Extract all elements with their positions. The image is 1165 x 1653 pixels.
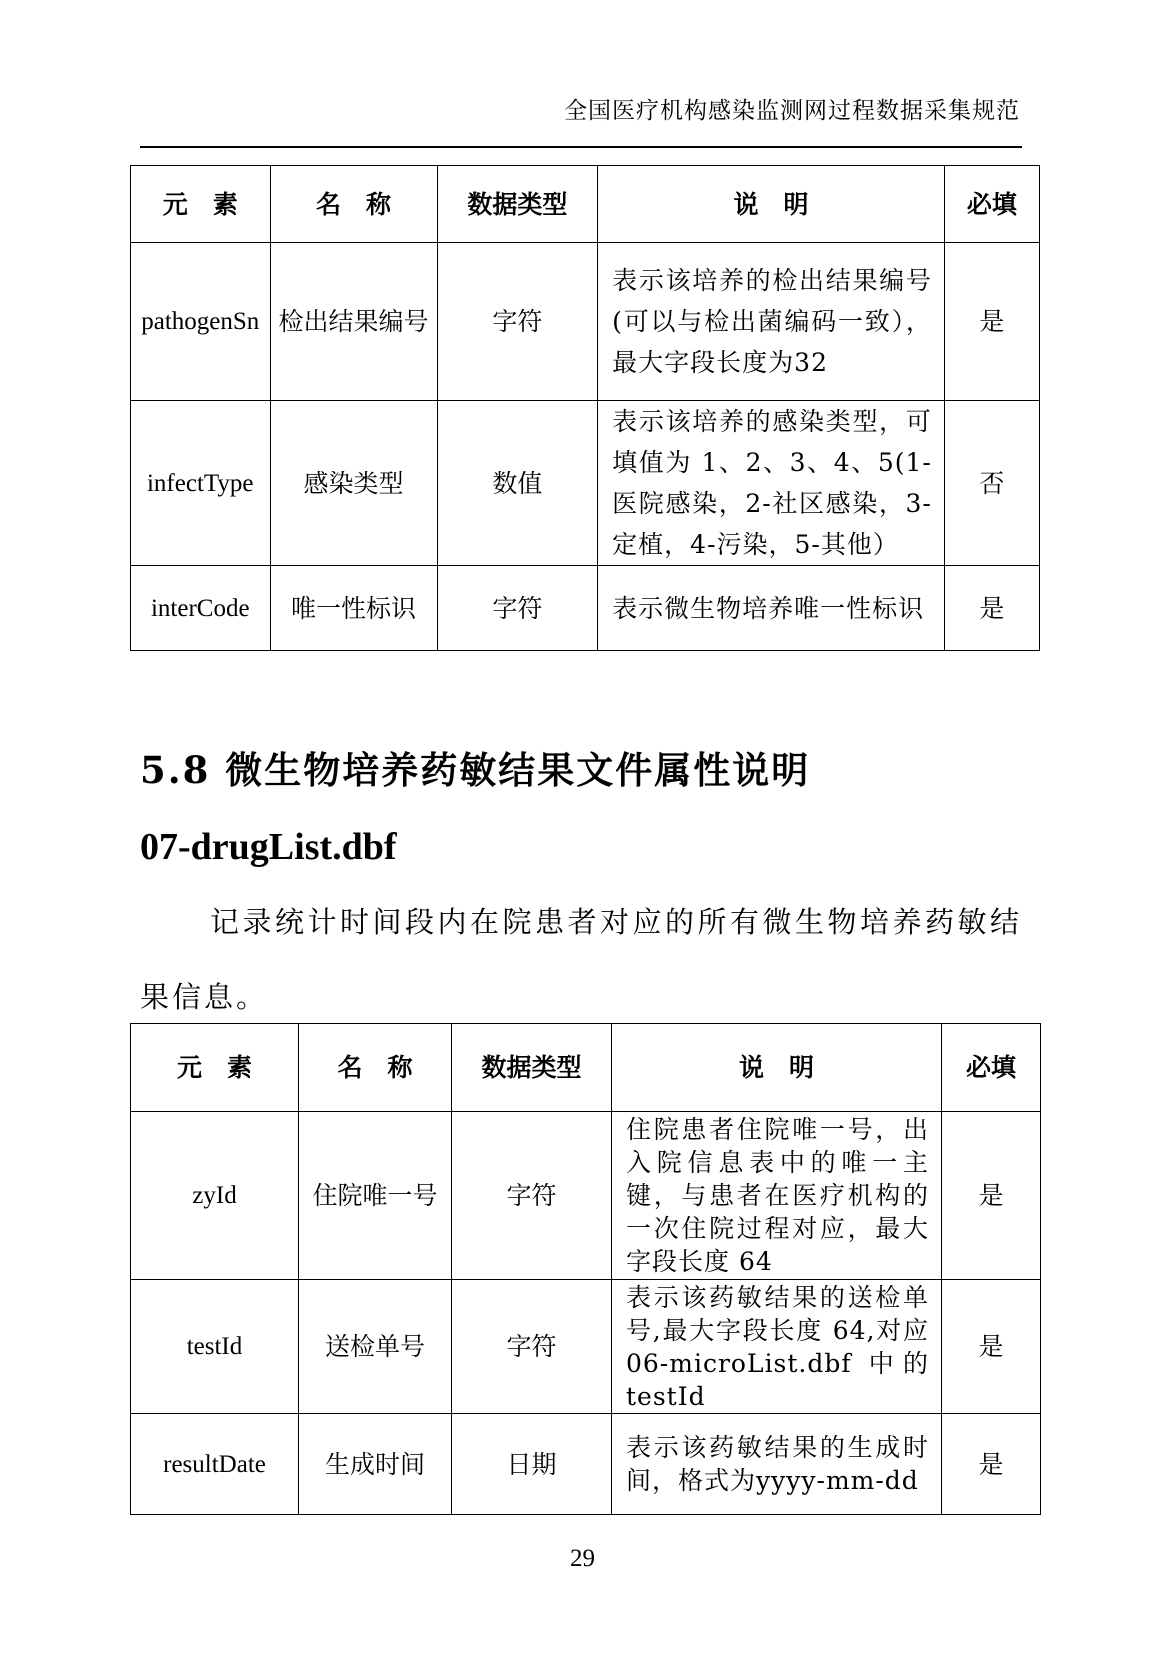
page-number: 29: [570, 1545, 595, 1572]
cell-name: 生成时间: [299, 1414, 452, 1515]
cell-description: 表示微生物培养唯一性标识: [598, 566, 945, 651]
column-header-type: 数据类型: [437, 166, 598, 243]
cell-type: 字符: [452, 1280, 612, 1414]
cell-description: 表示该药敏结果的生成时间，格式为yyyy-mm-dd: [612, 1414, 942, 1515]
cell-name: 唯一性标识: [270, 566, 437, 651]
column-header-required: 必填: [942, 1024, 1041, 1112]
table-row: [131, 1280, 1041, 1414]
column-header-name: 名 称: [299, 1024, 452, 1112]
cell-description: 表示该培养的感染类型，可填值为 1、2、3、4、5(1-医院感染，2-社区感染，3-定植，4-污染，5-其他）: [598, 401, 945, 566]
cell-description: 表示该药敏结果的送检单号,最大字段长度 64,对应 06-microList.dbf 中的 testId: [612, 1280, 942, 1414]
column-header-element: 元 素: [131, 1024, 299, 1112]
column-header-type: 数据类型: [452, 1024, 612, 1112]
cell-element: testId: [131, 1280, 299, 1414]
cell-required: 是: [942, 1112, 1041, 1280]
cell-type: 日期: [452, 1414, 612, 1515]
cell-element: resultDate: [131, 1414, 299, 1515]
field-table-1: [130, 165, 1040, 651]
column-header-description: 说 明: [598, 166, 945, 243]
table-row: [131, 401, 1040, 566]
cell-name: 检出结果编号: [270, 243, 437, 401]
cell-required: 是: [944, 243, 1039, 401]
cell-required: 是: [942, 1414, 1041, 1515]
cell-name: 住院唯一号: [299, 1112, 452, 1280]
header-rule: [140, 146, 1022, 148]
cell-element: infectType: [131, 401, 271, 566]
cell-description: 表示该培养的检出结果编号(可以与检出菌编码一致），最大字段长度为32: [598, 243, 945, 401]
section-paragraph: 记录统计时间段内在院患者对应的所有微生物培养药敏结果信息。: [140, 905, 1022, 1014]
column-header-required: 必填: [944, 166, 1039, 243]
cell-description: 住院患者住院唯一号，出入院信息表中的唯一主键，与患者在医疗机构的一次住院过程对应，最大字段长度 64: [612, 1112, 942, 1280]
cell-type: 字符: [437, 243, 598, 401]
table-row: [131, 566, 1040, 651]
cell-name: 送检单号: [299, 1280, 452, 1414]
cell-required: 是: [944, 566, 1039, 651]
cell-element: pathogenSn: [131, 243, 271, 401]
table-row: [131, 1414, 1041, 1515]
section-title: 5.8 微生物培养药敏结果文件属性说明: [140, 748, 811, 792]
cell-element: zyId: [131, 1112, 299, 1280]
file-title: 07-drugList.dbf: [140, 826, 397, 868]
document-header: 全国医疗机构感染监测网过程数据采集规范: [564, 98, 1020, 124]
column-header-description: 说 明: [612, 1024, 942, 1112]
table-header-row: [131, 166, 1040, 243]
table-row: [131, 243, 1040, 401]
cell-type: 数值: [437, 401, 598, 566]
cell-required: 否: [944, 401, 1039, 566]
field-table-2: [130, 1023, 1041, 1515]
cell-element: interCode: [131, 566, 271, 651]
column-header-element: 元 素: [131, 166, 271, 243]
cell-required: 是: [942, 1280, 1041, 1414]
table-header-row: [131, 1024, 1041, 1112]
column-header-name: 名 称: [270, 166, 437, 243]
cell-type: 字符: [437, 566, 598, 651]
table-row: [131, 1112, 1041, 1280]
cell-type: 字符: [452, 1112, 612, 1280]
cell-name: 感染类型: [270, 401, 437, 566]
